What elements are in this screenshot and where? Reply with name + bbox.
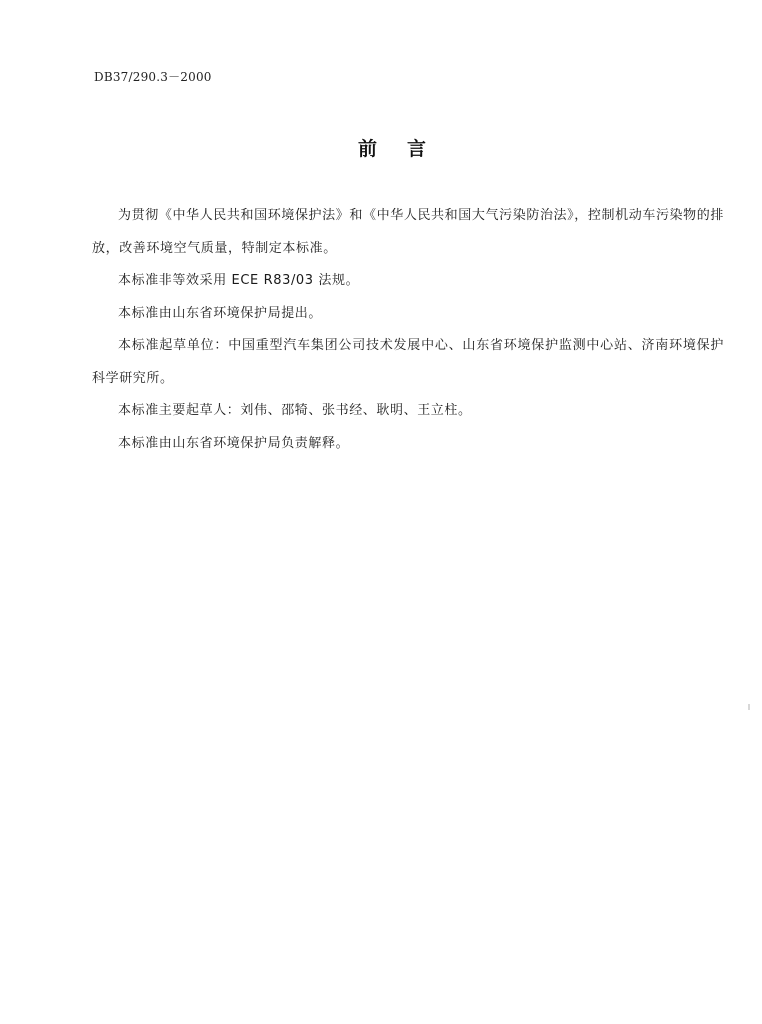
paragraph-proposer: 本标准由山东省环境保护局提出。 [118,305,323,321]
paragraph-drafters: 本标准主要起草人：刘伟、邵犄、张书经、耿明、王立柱。 [118,403,472,418]
paragraph-drafting-units: 本标准起草单位：中国重型汽车集团公司技术发展中心、山东省环境保护监测中心站、济南环境保护科学研究所。 [92,338,724,386]
paragraph-adoption: 本标准非等效采用 ECE R83/03 法规。 [118,273,360,288]
paragraph-purpose: 为贯彻《中华人民共和国环境保护法》和《中华人民共和国大气污染防治法》，控制机动车污染物的排放，改善环境空气质量，特制定本标准。 [92,208,724,256]
paragraph-interpretation: 本标准由山东省环境保护局负责解释。 [118,435,350,451]
foreword-body [92,200,724,460]
document-code: DB37/290.3－2000 [94,70,212,84]
scan-speck [748,704,750,710]
page-title: 前言 [357,138,456,160]
